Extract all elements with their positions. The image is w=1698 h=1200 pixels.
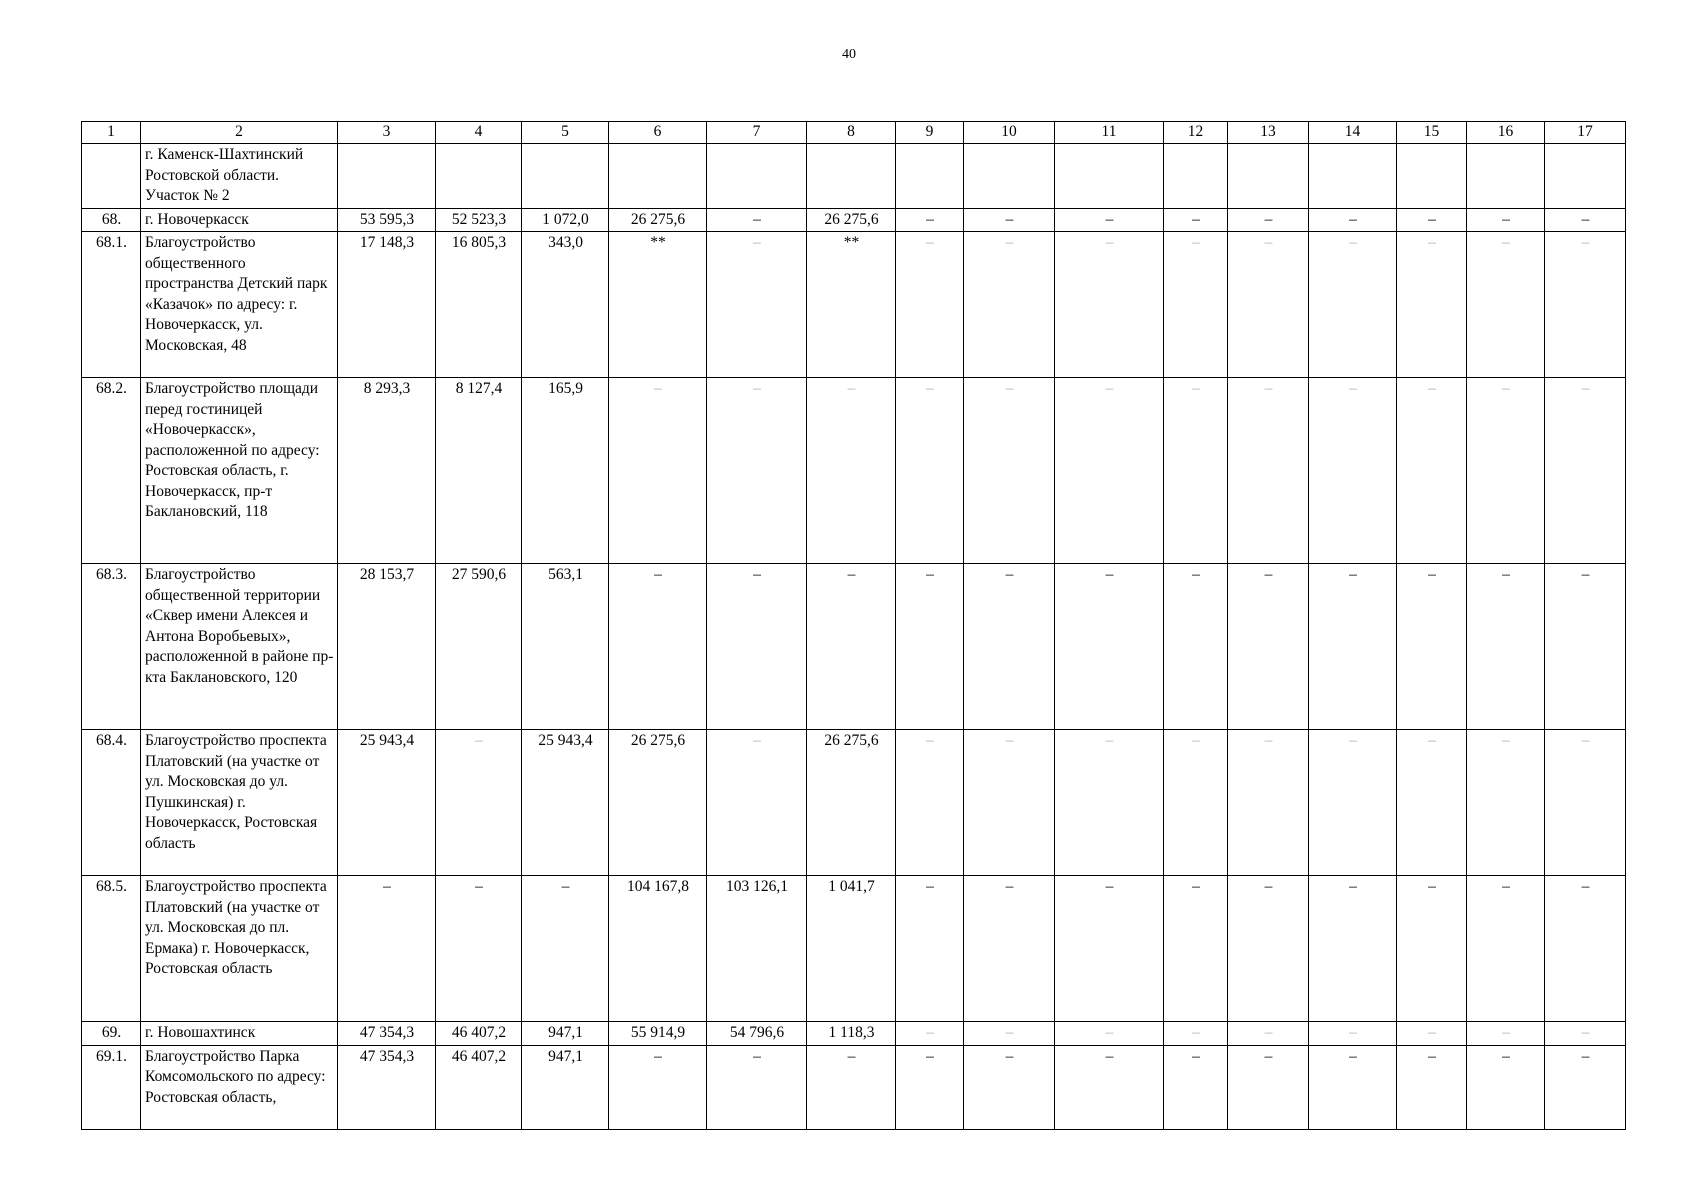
value-cell: – (436, 730, 522, 876)
value-cell: – (807, 564, 896, 730)
value-cell: 104 167,8 (609, 876, 707, 1022)
value-cell: – (807, 378, 896, 564)
table-row (82, 876, 1626, 1022)
value-cell: – (1164, 876, 1228, 1022)
row-number: 68.4. (82, 730, 141, 876)
value-cell: 27 590,6 (436, 564, 522, 730)
value-cell: – (1228, 208, 1309, 232)
value-cell: – (1545, 1045, 1626, 1129)
value-cell: 55 914,9 (609, 1022, 707, 1046)
value-cell: – (1397, 876, 1467, 1022)
value-cell (1467, 144, 1545, 209)
column-number: 1 (82, 122, 141, 144)
budget-table (81, 121, 1626, 1130)
value-cell: – (1397, 378, 1467, 564)
row-number: 68.2. (82, 378, 141, 564)
value-cell: 25 943,4 (522, 730, 609, 876)
value-cell: – (1467, 1022, 1545, 1046)
value-cell: 47 354,3 (338, 1022, 436, 1046)
column-number: 15 (1397, 122, 1467, 144)
row-name: Благоустройство Парка Комсомольского по адресу: Ростовская область, (141, 1045, 338, 1129)
value-cell: – (1055, 378, 1164, 564)
column-number: 7 (707, 122, 807, 144)
row-number: 68.1. (82, 232, 141, 378)
column-number: 5 (522, 122, 609, 144)
value-cell: 26 275,6 (609, 730, 707, 876)
table-row (82, 144, 1626, 209)
column-number: 16 (1467, 122, 1545, 144)
value-cell: – (1228, 1022, 1309, 1046)
value-cell: – (1164, 1022, 1228, 1046)
page-number: 40 (842, 47, 856, 62)
value-cell: – (1228, 564, 1309, 730)
value-cell: – (1397, 564, 1467, 730)
value-cell (1164, 144, 1228, 209)
value-cell: – (964, 1022, 1055, 1046)
value-cell: 1 041,7 (807, 876, 896, 1022)
value-cell: – (1545, 730, 1626, 876)
table-row (82, 208, 1626, 232)
value-cell: – (1055, 1045, 1164, 1129)
value-cell: – (1309, 208, 1397, 232)
row-name: г. Каменск-Шахтинский Ростовской области. Участок № 2 (141, 144, 338, 209)
value-cell: – (1545, 1022, 1626, 1046)
column-number: 2 (141, 122, 338, 144)
value-cell (338, 144, 436, 209)
value-cell: – (1309, 876, 1397, 1022)
value-cell (1397, 144, 1467, 209)
value-cell: – (707, 1045, 807, 1129)
value-cell: 1 118,3 (807, 1022, 896, 1046)
column-number: 11 (1055, 122, 1164, 144)
value-cell: – (1164, 378, 1228, 564)
value-cell (1055, 144, 1164, 209)
value-cell: – (1164, 232, 1228, 378)
value-cell: 25 943,4 (338, 730, 436, 876)
value-cell: – (1055, 730, 1164, 876)
value-cell: – (1397, 232, 1467, 378)
row-name: Благоустройство площади перед гостиницей «Новочеркасск», расположенной по адресу: Ростовская область, г. Новочеркасск, пр-т Баклановский, 118 (141, 378, 338, 564)
value-cell: ** (609, 232, 707, 378)
value-cell: – (807, 1045, 896, 1129)
value-cell: – (1467, 876, 1545, 1022)
table-row (82, 1045, 1626, 1129)
value-cell: 16 805,3 (436, 232, 522, 378)
value-cell: – (964, 1045, 1055, 1129)
row-number: 69. (82, 1022, 141, 1046)
value-cell: – (896, 876, 964, 1022)
value-cell: – (1228, 378, 1309, 564)
value-cell: – (609, 378, 707, 564)
value-cell: 165,9 (522, 378, 609, 564)
value-cell: – (964, 564, 1055, 730)
row-name: Благоустройство проспекта Платовский (на участке от ул. Московская до ул. Пушкинская) г. Новочеркасск, Ростовская область (141, 730, 338, 876)
value-cell (707, 144, 807, 209)
value-cell: – (1467, 232, 1545, 378)
value-cell (964, 144, 1055, 209)
column-number: 4 (436, 122, 522, 144)
column-number: 3 (338, 122, 436, 144)
value-cell: – (896, 730, 964, 876)
value-cell: – (707, 730, 807, 876)
row-name: г. Новочеркасск (141, 208, 338, 232)
value-cell: – (1467, 378, 1545, 564)
row-number: 68. (82, 208, 141, 232)
value-cell: 26 275,6 (807, 208, 896, 232)
value-cell: – (1545, 378, 1626, 564)
value-cell: ** (807, 232, 896, 378)
value-cell: – (1545, 876, 1626, 1022)
value-cell: – (1467, 730, 1545, 876)
value-cell: – (1055, 1022, 1164, 1046)
value-cell: – (1397, 1022, 1467, 1046)
value-cell: – (1309, 378, 1397, 564)
row-number: 69.1. (82, 1045, 141, 1129)
value-cell: – (1545, 564, 1626, 730)
value-cell: – (1164, 564, 1228, 730)
header-row (82, 122, 1626, 144)
value-cell: – (1309, 730, 1397, 876)
value-cell: – (436, 876, 522, 1022)
value-cell: 53 595,3 (338, 208, 436, 232)
value-cell: – (964, 378, 1055, 564)
row-number (82, 144, 141, 209)
value-cell: – (896, 208, 964, 232)
value-cell: – (1467, 1045, 1545, 1129)
value-cell: 947,1 (522, 1045, 609, 1129)
column-number: 10 (964, 122, 1055, 144)
value-cell: – (1545, 232, 1626, 378)
value-cell (1228, 144, 1309, 209)
value-cell: – (1545, 208, 1626, 232)
value-cell: – (896, 232, 964, 378)
value-cell: 46 407,2 (436, 1045, 522, 1129)
column-number: 17 (1545, 122, 1626, 144)
column-number: 14 (1309, 122, 1397, 144)
value-cell: – (707, 564, 807, 730)
value-cell: – (338, 876, 436, 1022)
value-cell: 8 293,3 (338, 378, 436, 564)
column-number: 6 (609, 122, 707, 144)
value-cell: 52 523,3 (436, 208, 522, 232)
value-cell (1309, 144, 1397, 209)
value-cell: 46 407,2 (436, 1022, 522, 1046)
value-cell: – (1467, 564, 1545, 730)
table-row (82, 730, 1626, 876)
value-cell: – (896, 1022, 964, 1046)
row-name: Благоустройство общественного пространства Детский парк «Казачок» по адресу: г. Новочеркасск, ул. Московская, 48 (141, 232, 338, 378)
value-cell: – (1309, 1045, 1397, 1129)
value-cell: – (1309, 1022, 1397, 1046)
value-cell: – (1228, 1045, 1309, 1129)
table-row (82, 564, 1626, 730)
value-cell: – (1228, 232, 1309, 378)
value-cell: 103 126,1 (707, 876, 807, 1022)
value-cell: – (1055, 876, 1164, 1022)
value-cell: – (1397, 1045, 1467, 1129)
value-cell: 947,1 (522, 1022, 609, 1046)
value-cell: – (1467, 208, 1545, 232)
table-row (82, 232, 1626, 378)
value-cell: – (1055, 232, 1164, 378)
value-cell: – (964, 730, 1055, 876)
row-name: Благоустройство проспекта Платовский (на участке от ул. Московская до пл. Ермака) г. Новочеркасск, Ростовская область (141, 876, 338, 1022)
value-cell: – (1164, 730, 1228, 876)
value-cell: – (964, 208, 1055, 232)
value-cell: – (1309, 564, 1397, 730)
value-cell (522, 144, 609, 209)
value-cell: – (707, 208, 807, 232)
value-cell: 28 153,7 (338, 564, 436, 730)
value-cell: 1 072,0 (522, 208, 609, 232)
value-cell: – (964, 232, 1055, 378)
value-cell: – (522, 876, 609, 1022)
value-cell: – (707, 378, 807, 564)
value-cell: – (1055, 208, 1164, 232)
column-number: 9 (896, 122, 964, 144)
row-name: г. Новошахтинск (141, 1022, 338, 1046)
row-number: 68.5. (82, 876, 141, 1022)
column-number: 8 (807, 122, 896, 144)
value-cell (609, 144, 707, 209)
value-cell: – (896, 564, 964, 730)
value-cell: – (1397, 208, 1467, 232)
value-cell: – (1228, 876, 1309, 1022)
value-cell: – (1164, 208, 1228, 232)
value-cell: – (896, 1045, 964, 1129)
value-cell: – (1397, 730, 1467, 876)
value-cell (436, 144, 522, 209)
value-cell: 17 148,3 (338, 232, 436, 378)
value-cell: 563,1 (522, 564, 609, 730)
value-cell: 47 354,3 (338, 1045, 436, 1129)
column-number: 12 (1164, 122, 1228, 144)
value-cell (896, 144, 964, 209)
value-cell: – (1309, 232, 1397, 378)
row-number: 68.3. (82, 564, 141, 730)
value-cell: – (1164, 1045, 1228, 1129)
value-cell: 8 127,4 (436, 378, 522, 564)
value-cell: – (1228, 730, 1309, 876)
row-name: Благоустройство общественной территории «Сквер имени Алексея и Антона Воробьевых», расположенной в районе пр-кта Баклановского, 120 (141, 564, 338, 730)
value-cell: – (609, 564, 707, 730)
value-cell: 26 275,6 (609, 208, 707, 232)
value-cell: – (609, 1045, 707, 1129)
table-row (82, 378, 1626, 564)
table-row (82, 1022, 1626, 1046)
value-cell: 343,0 (522, 232, 609, 378)
value-cell (807, 144, 896, 209)
value-cell: – (964, 876, 1055, 1022)
value-cell: 54 796,6 (707, 1022, 807, 1046)
value-cell: 26 275,6 (807, 730, 896, 876)
value-cell: – (1055, 564, 1164, 730)
column-number: 13 (1228, 122, 1309, 144)
value-cell: – (707, 232, 807, 378)
value-cell: – (896, 378, 964, 564)
value-cell (1545, 144, 1626, 209)
